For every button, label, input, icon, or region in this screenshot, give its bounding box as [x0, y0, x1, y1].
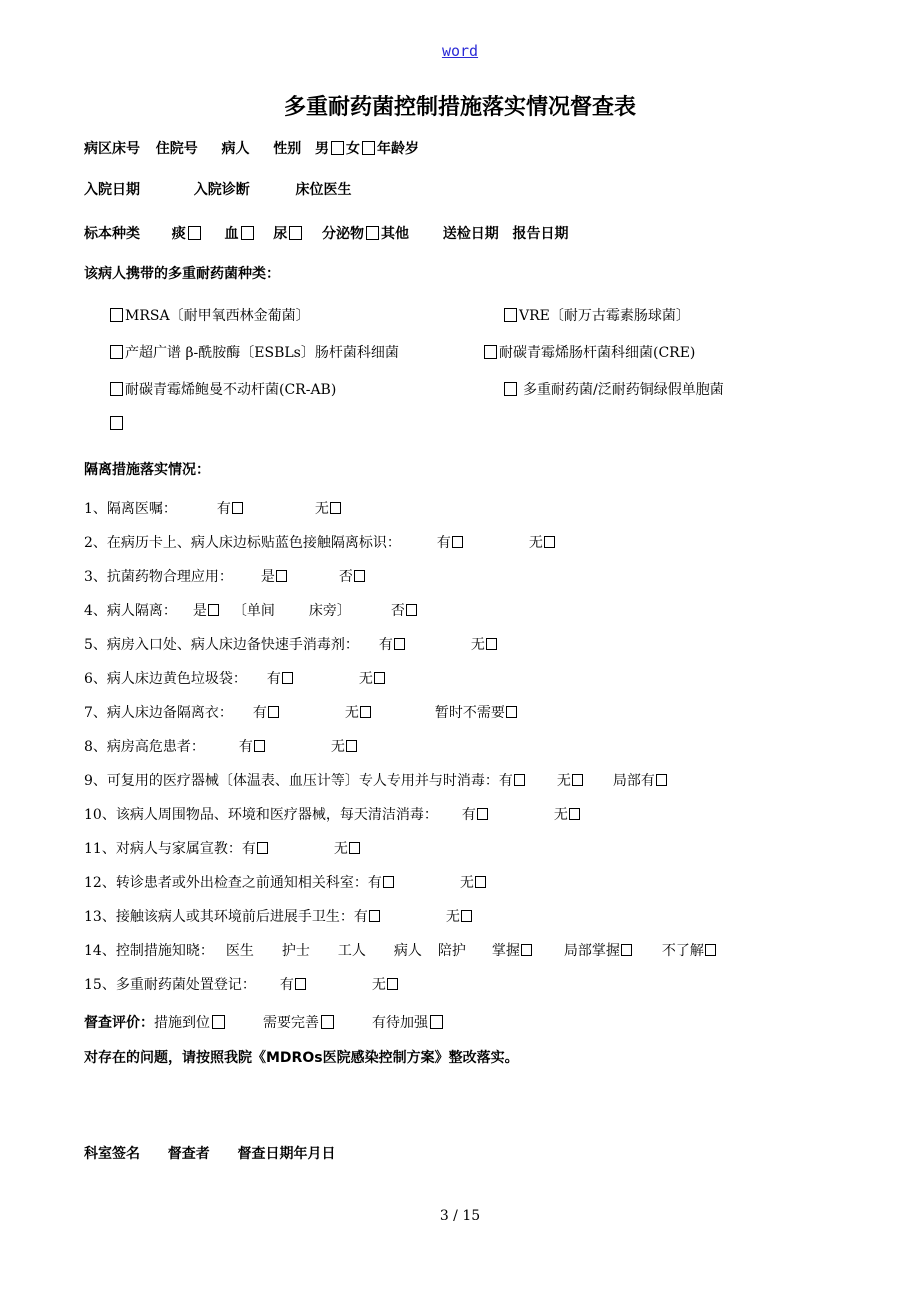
isolation-item-15: [84, 974, 398, 994]
opt-label: 有: [353, 909, 368, 925]
eval-opt-label: 措施到位: [154, 1015, 210, 1031]
opt-checkbox[interactable]: [452, 536, 463, 548]
cre-checkbox[interactable]: [484, 345, 497, 359]
opt-label: 有: [266, 671, 281, 687]
opt-checkbox[interactable]: [349, 842, 360, 854]
item-label: 15、多重耐药菌处置登记：: [84, 977, 256, 993]
mdro-item-label: VRE〔耐万古霉素肠球菌〕: [519, 308, 690, 324]
opt-checkbox[interactable]: [354, 570, 365, 582]
signature-row: [84, 1143, 336, 1163]
item-label: 10、该病人周围物品、环境和医疗器械，每天清洁消毒：: [84, 807, 438, 823]
opt-label: 无: [371, 977, 386, 993]
admission-no-label: 住院号: [155, 141, 198, 157]
specimen-type-label: 标本种类: [84, 226, 140, 242]
opt-label: 无: [459, 875, 474, 891]
mdro-item-blank: [108, 416, 125, 432]
dept-signature-label: 科室签名: [84, 1146, 140, 1162]
opt-checkbox[interactable]: [374, 672, 385, 684]
opt-label: 无: [470, 637, 485, 653]
opt-label: 有: [367, 875, 382, 891]
item-label: 5、病房入口处、病人床边备快速手消毒剂：: [84, 637, 359, 653]
opt-label: 否: [390, 603, 405, 619]
opt-label: 无: [528, 535, 543, 551]
blood-checkbox[interactable]: [241, 226, 254, 240]
isolation-item-14: [84, 940, 716, 960]
opt-label: 局部有: [612, 773, 655, 789]
opt-checkbox[interactable]: [369, 910, 380, 922]
sex-label: 性别: [273, 141, 302, 157]
pa-checkbox[interactable]: [504, 382, 517, 396]
evaluation-label: 督查评价：: [84, 1015, 154, 1031]
isolation-item-6: [84, 668, 385, 688]
blood-label: 血: [224, 226, 239, 242]
male-checkbox[interactable]: [331, 141, 344, 155]
isolation-item-5: [84, 634, 497, 654]
eval-opt-label: 需要完善: [263, 1015, 319, 1031]
secretion-checkbox[interactable]: [366, 226, 379, 240]
isolation-item-3: [84, 566, 365, 586]
evaluation-note: 对存在的问题，请按照我院《MDROs医院感染控制方案》整改落实。: [84, 1050, 519, 1066]
mrsa-checkbox[interactable]: [110, 308, 123, 322]
opt-checkbox[interactable]: [208, 604, 219, 616]
eval-opt-checkbox[interactable]: [212, 1015, 225, 1029]
eval-opt-checkbox[interactable]: [321, 1015, 334, 1029]
isolation-item-10: [84, 804, 580, 824]
report-date-label: 报告日期: [512, 226, 569, 242]
opt-label: 无: [553, 807, 568, 823]
opt-checkbox[interactable]: [477, 808, 488, 820]
opt-label: 有: [241, 841, 256, 857]
opt-label: 无: [330, 739, 345, 755]
opt-label: 无: [333, 841, 348, 857]
opt-label: 无: [358, 671, 373, 687]
mdro-item-mrsa: [108, 305, 310, 325]
opt-checkbox[interactable]: [282, 672, 293, 684]
opt-label: 陪护: [437, 943, 466, 959]
isolation-item-2: [84, 532, 555, 552]
opt-label: 无: [344, 705, 359, 721]
item-label: 4、病人隔离：: [84, 603, 177, 619]
opt-label: 局部掌握: [563, 943, 620, 959]
crab-checkbox[interactable]: [110, 382, 123, 396]
inspector-label: 督查者: [167, 1146, 210, 1162]
opt-label: 是: [260, 569, 275, 585]
item-label: 11、对病人与家属宣教：: [84, 841, 242, 857]
page-number: 3 / 15: [439, 1208, 481, 1224]
opt-checkbox[interactable]: [295, 978, 306, 990]
opt-label: 是: [192, 603, 207, 619]
isolation-item-4: [84, 600, 417, 620]
isolation-item-1: [84, 498, 341, 518]
bed-doctor-label: 床位医生: [295, 182, 352, 198]
mdro-item-label: 耐碳青霉烯鲍曼不动杆菌(CR-AB): [125, 382, 337, 398]
sputum-checkbox[interactable]: [188, 226, 201, 240]
opt-label: 不了解: [661, 943, 704, 959]
item-label: 3、抗菌药物合理应用：: [84, 569, 233, 585]
isolation-item-13: [84, 906, 472, 926]
opt-label: 无: [314, 501, 329, 517]
opt-label: 无: [556, 773, 571, 789]
opt-checkbox[interactable]: [475, 876, 486, 888]
urine-checkbox[interactable]: [289, 226, 302, 240]
opt-checkbox[interactable]: [572, 774, 583, 786]
urine-label: 尿: [273, 226, 288, 242]
opt-label: 工人: [337, 943, 366, 959]
mdro-item-label: MRSA〔耐甲氧西林金葡菌〕: [125, 308, 310, 324]
item-label: 7、病人床边备隔离衣：: [84, 705, 233, 721]
mdro-item-label: 产超广谱 β-酰胺酶〔ESBLs〕肠杆菌科细菌: [125, 345, 399, 361]
item-label: 14、控制措施知晓：: [84, 943, 214, 959]
sputum-label: 痰: [171, 226, 186, 242]
opt-checkbox[interactable]: [514, 774, 525, 786]
opt-checkbox[interactable]: [330, 502, 341, 514]
opt-label: 无: [445, 909, 460, 925]
patient-info-row-2: [84, 179, 352, 199]
opt-label: 有: [238, 739, 253, 755]
patient-info-row-1: [84, 138, 419, 158]
opt-checkbox[interactable]: [383, 876, 394, 888]
ward-bed-label: 病区床号: [84, 141, 140, 157]
opt-label: 〔单间: [232, 603, 275, 619]
mdro-heading: 该病人携带的多重耐药菌种类：: [84, 266, 280, 282]
mdro-item-label: 多重耐药菌/泛耐药铜绿假单胞菌: [523, 382, 724, 398]
opt-checkbox[interactable]: [569, 808, 580, 820]
female-checkbox[interactable]: [362, 141, 375, 155]
eval-opt-checkbox[interactable]: [430, 1015, 443, 1029]
item-label: 6、病人床边黄色垃圾袋：: [84, 671, 247, 687]
send-date-label: 送检日期: [442, 226, 499, 242]
opt-label: 有: [498, 773, 513, 789]
isolation-item-12: [84, 872, 486, 892]
specimen-row: [84, 223, 569, 243]
opt-checkbox[interactable]: [621, 944, 632, 956]
mdro-item-pa: [502, 379, 724, 399]
opt-label: 病人: [393, 943, 422, 959]
opt-checkbox[interactable]: [276, 570, 287, 582]
page-title: 多重耐药菌控制措施落实情况督查表: [283, 95, 636, 120]
female-label: 女: [346, 141, 360, 157]
eval-opt-label: 有待加强: [372, 1015, 428, 1031]
patient-label: 病人: [221, 141, 250, 157]
opt-label: 有: [252, 705, 267, 721]
isolation-item-8: [84, 736, 357, 756]
item-label: 12、转诊患者或外出检查之前通知相关科室：: [84, 875, 368, 891]
admit-date-label: 入院日期: [84, 182, 140, 198]
opt-checkbox[interactable]: [656, 774, 667, 786]
item-label: 2、在病历卡上、病人床边标贴蓝色接触隔离标识：: [84, 535, 401, 551]
inspection-date-label: 督查日期年月日: [237, 1146, 336, 1162]
opt-checkbox[interactable]: [254, 740, 265, 752]
opt-label: 床旁〕: [308, 603, 351, 619]
opt-label: 掌握: [491, 943, 520, 959]
opt-label: 暂时不需要: [434, 705, 505, 721]
admit-diagnosis-label: 入院诊断: [193, 182, 250, 198]
isolation-item-9: [84, 770, 667, 790]
mdro-item-crab: [108, 379, 336, 399]
age-label: 年龄岁: [377, 141, 419, 157]
opt-label: 有: [216, 501, 231, 517]
opt-checkbox[interactable]: [521, 944, 532, 956]
opt-checkbox[interactable]: [506, 706, 517, 718]
isolation-item-7: [84, 702, 517, 722]
opt-checkbox[interactable]: [360, 706, 371, 718]
isolation-item-11: [84, 838, 360, 858]
opt-checkbox[interactable]: [387, 978, 398, 990]
item-label: 1、隔离医嘱：: [84, 501, 177, 517]
opt-checkbox[interactable]: [406, 604, 417, 616]
opt-label: 有: [279, 977, 294, 993]
opt-label: 有: [436, 535, 451, 551]
item-label: 13、接触该病人或其环境前后进展手卫生：: [84, 909, 354, 925]
opt-label: 有: [461, 807, 476, 823]
opt-checkbox[interactable]: [544, 536, 555, 548]
opt-label: 护士: [281, 943, 310, 959]
blank-checkbox[interactable]: [110, 416, 123, 430]
opt-checkbox[interactable]: [486, 638, 497, 650]
esbls-checkbox[interactable]: [110, 345, 123, 359]
mdro-item-cre: [482, 342, 695, 362]
opt-checkbox[interactable]: [232, 502, 243, 514]
opt-checkbox[interactable]: [346, 740, 357, 752]
mdro-item-vre: [502, 305, 690, 325]
isolation-heading: 隔离措施落实情况：: [84, 462, 210, 478]
opt-checkbox[interactable]: [461, 910, 472, 922]
opt-checkbox[interactable]: [268, 706, 279, 718]
secretion-label: 分泌物: [322, 226, 364, 242]
other-label: 其他: [381, 226, 409, 242]
opt-label: 否: [338, 569, 353, 585]
opt-checkbox[interactable]: [394, 638, 405, 650]
mdro-item-esbls: [108, 342, 399, 362]
opt-checkbox[interactable]: [705, 944, 716, 956]
male-label: 男: [315, 141, 329, 157]
opt-label: 有: [378, 637, 393, 653]
evaluation-row: [84, 1012, 445, 1032]
opt-label: 医生: [225, 943, 254, 959]
item-label: 9、可复用的医疗器械〔体温表、血压计等〕专人专用并与时消毒：: [84, 773, 499, 789]
item-label: 8、病房高危患者：: [84, 739, 205, 755]
vre-checkbox[interactable]: [504, 308, 517, 322]
opt-checkbox[interactable]: [257, 842, 268, 854]
mdro-item-label: 耐碳青霉烯肠杆菌科细菌(CRE): [499, 345, 696, 361]
header-word-link[interactable]: word: [441, 42, 479, 60]
